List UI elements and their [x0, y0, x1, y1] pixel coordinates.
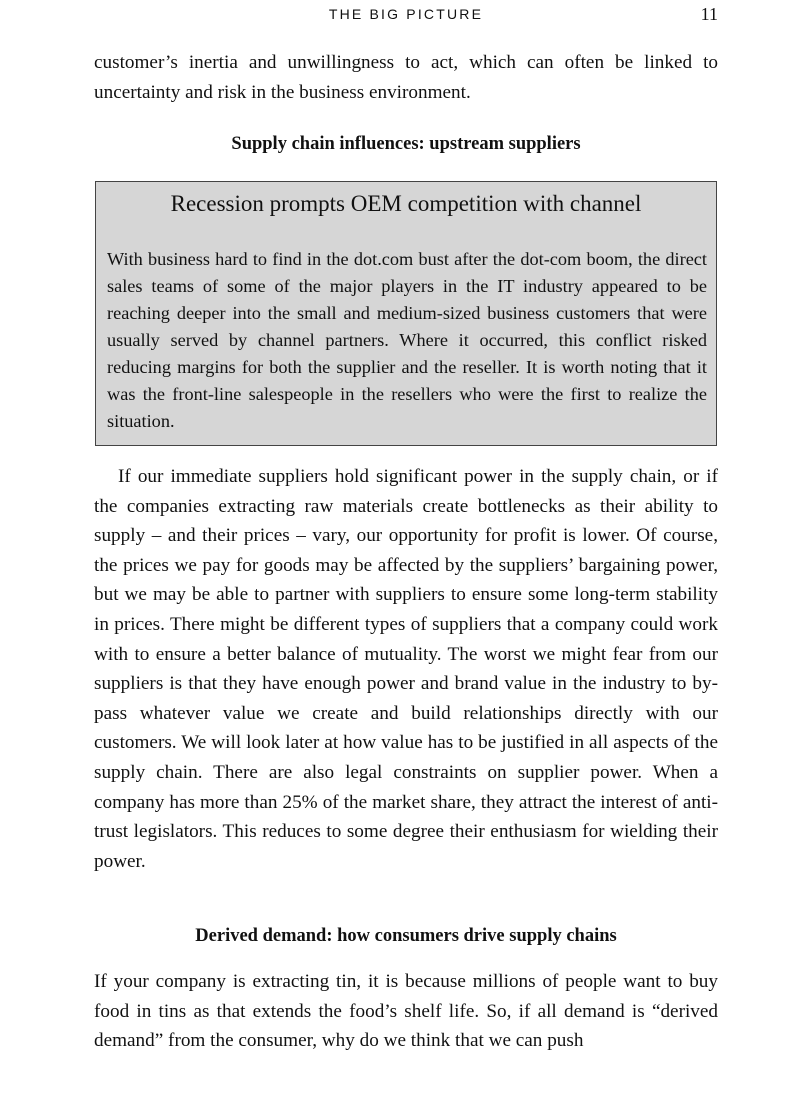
section-heading-derived-demand: Derived demand: how consumers drive supply chains	[195, 926, 617, 946]
running-header	[0, 4, 800, 24]
derived-demand-paragraph: If your company is extracting tin, it is because millions of people want to buy food in tins as that extends the food’s shelf life. So, if all demand is “derived demand” from the consumer, why do we think that we can push	[94, 971, 718, 1052]
opening-paragraph: customer’s inertia and unwillingness to act, which can often be linked to uncertainty and risk in the business environment.	[94, 52, 718, 103]
running-title: THE BIG PICTURE	[328, 6, 484, 22]
sidebar-box-title: Recession prompts OEM competition with channel	[170, 191, 642, 216]
sidebar-box	[95, 181, 717, 446]
sidebar-box-text: With business hard to find in the dot.com bust after the dot-com boom, the direct sales teams of some of the major players in the IT industry appeared to be reaching deeper into the small and medium-sized business customers that were usually served by channel partners. Where it occurred, this conflict risked reducing margins for both the supplier and the reseller. It is worth noting that it was the front-line salespeople in the resellers who were the first to realize the situation.	[107, 249, 707, 431]
section-heading-supply-chain: Supply chain influences: upstream suppliers	[231, 134, 581, 154]
supplier-paragraph: If our immediate suppliers hold significant power in the supply chain, or if the companies extracting raw materials create bottlenecks as their ability to supply – and their prices – vary, our opportunity for profit is lower. Of course, the prices we pay for goods may be affected by the suppliers’ bargaining power, but we may be able to partner with suppliers to ensure some long-term stability in prices. There might be different types of suppliers that a company could work with to ensure a better balance of mutuality. The worst we might fear from our suppliers is that they have enough power and brand value in the industry to by-pass whatever value we create and build relationships directly with our customers. We will look later at how value has to be justified in all aspects of the supply chain. There are also legal constraints on supplier power. When a company has more than 25% of the market share, they attract the interest of anti-trust legislators. This reduces to some degree their enthusiasm for wielding their power.	[94, 466, 718, 872]
page-number: 11	[700, 4, 718, 24]
